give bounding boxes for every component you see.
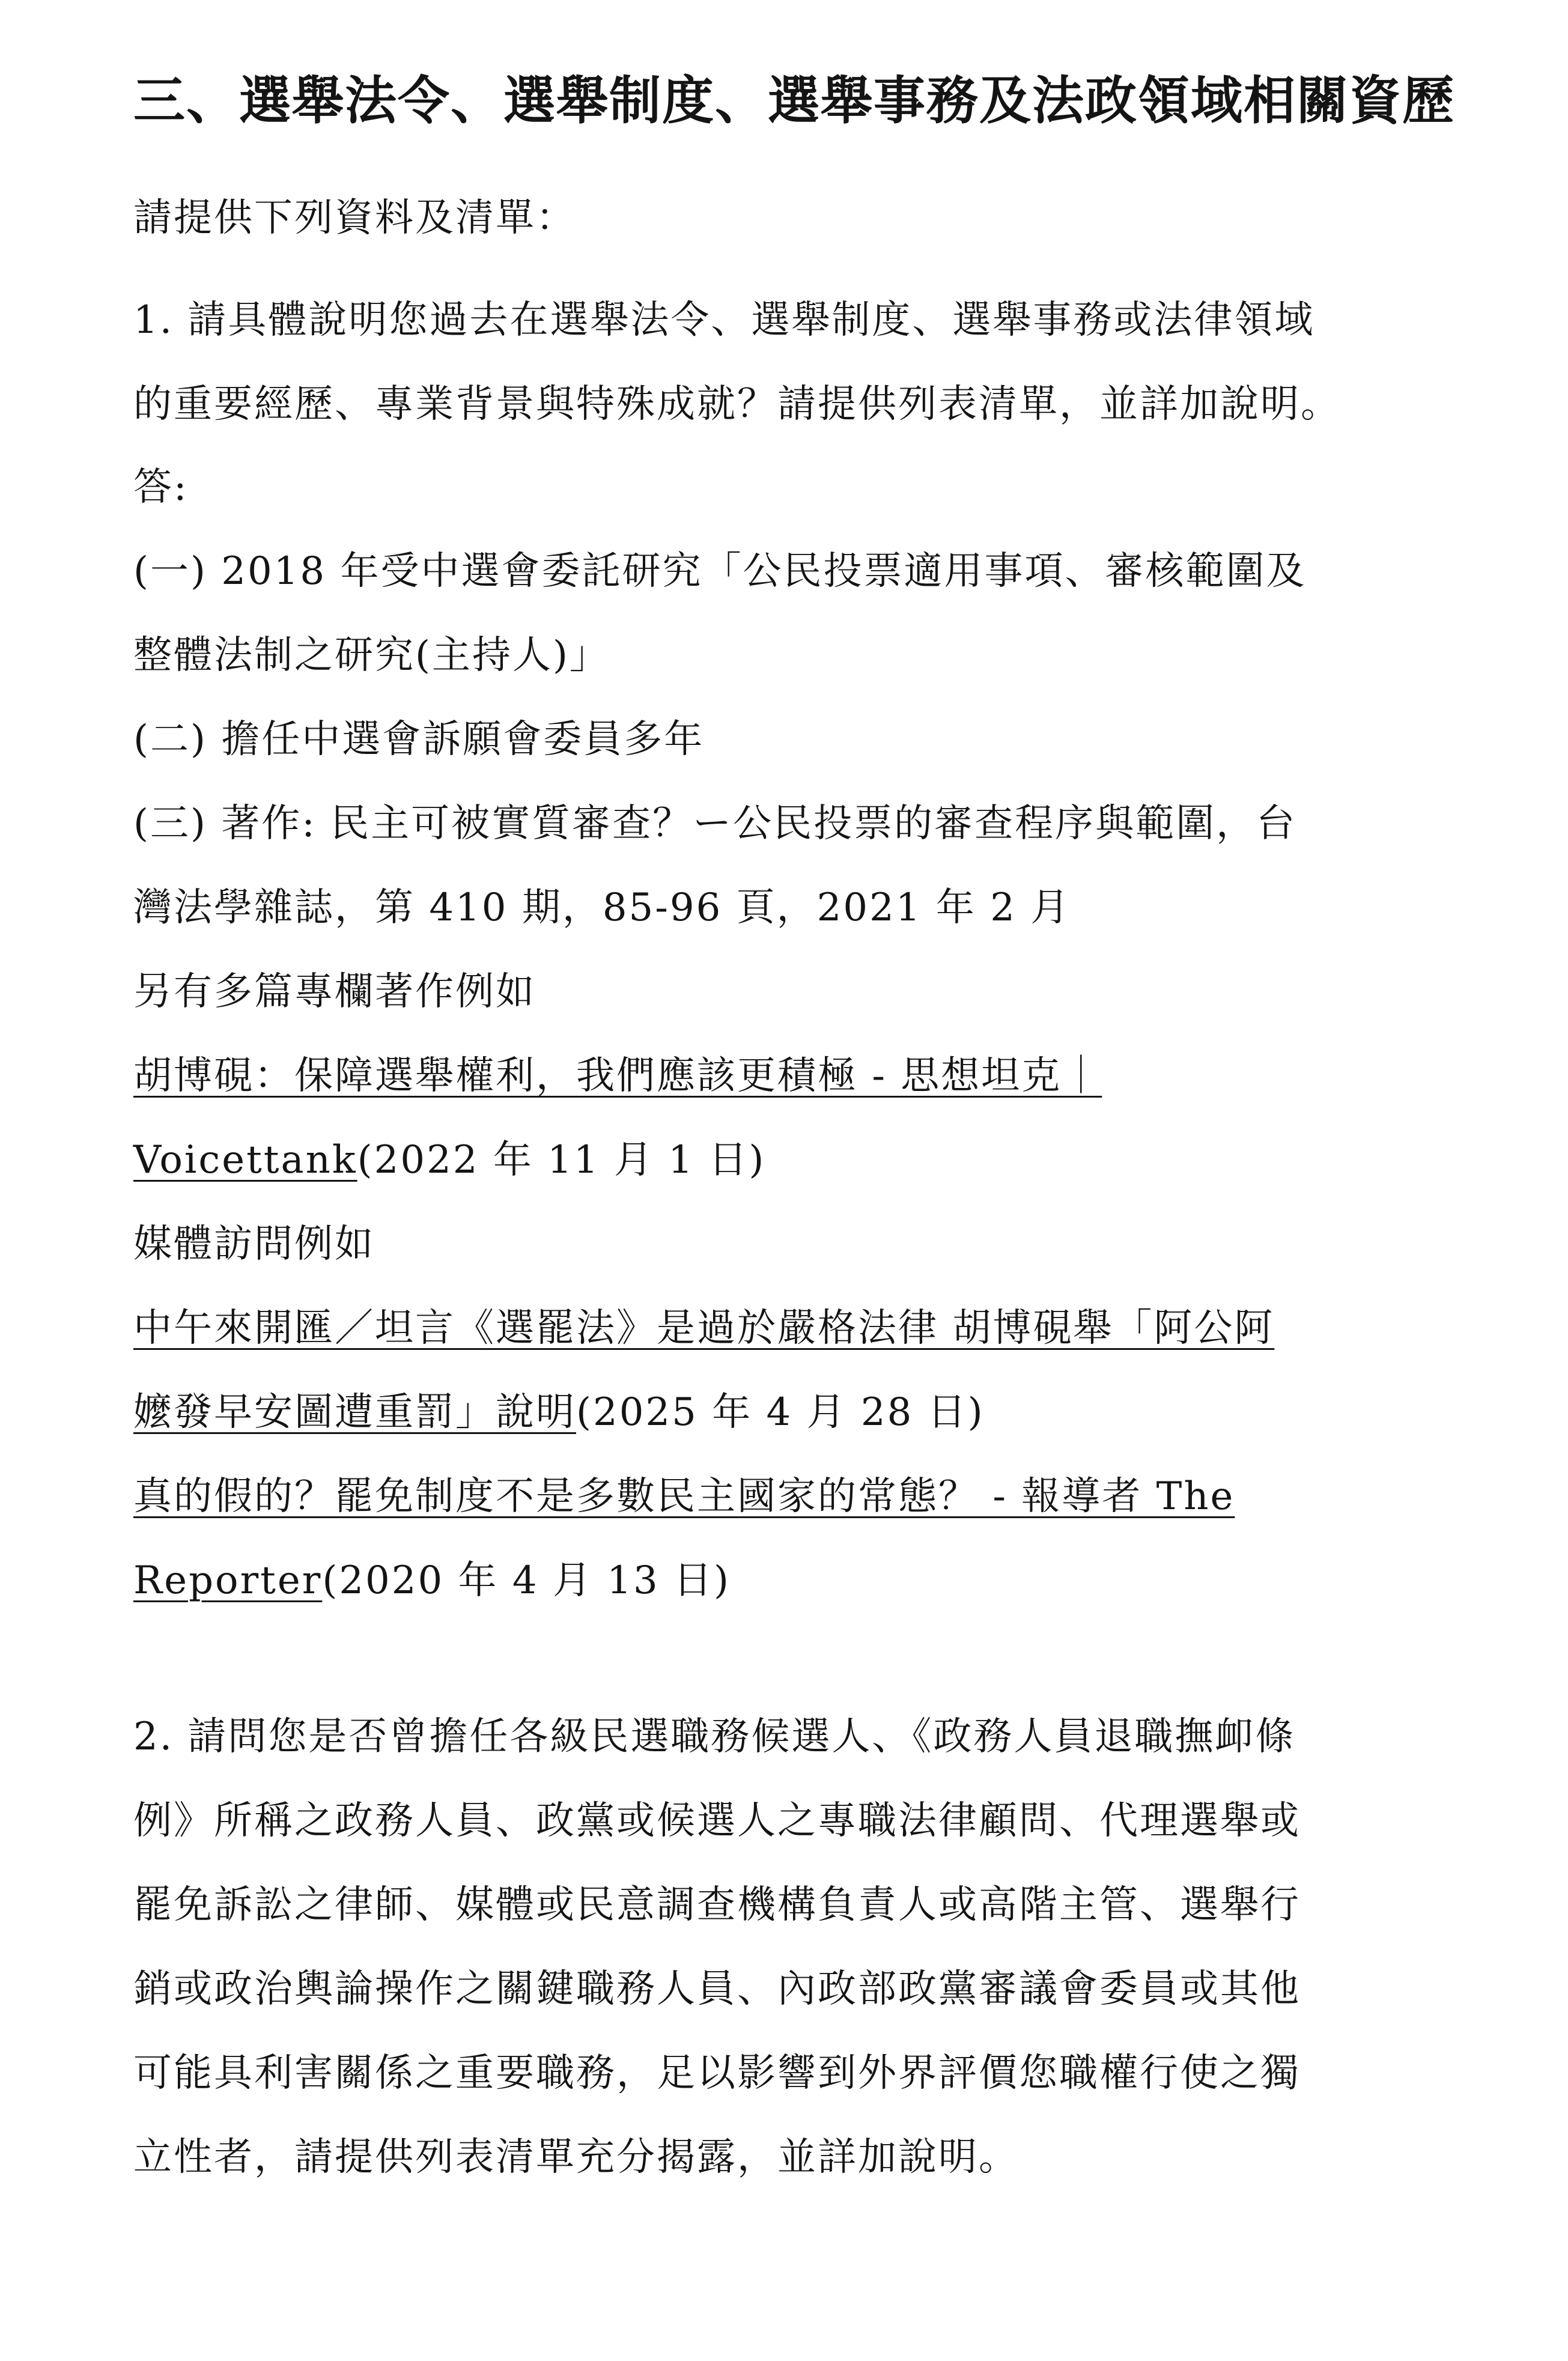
media-link-2-date: (2020 年 4 月 13 日) — [322, 1558, 731, 1603]
answer-item3-line2: 灣法學雜誌，第 410 期，85-96 頁，2021 年 2 月 — [133, 886, 1071, 930]
question2-line2: 例》所稱之政務人員、政黨或候選人之專職法律顧問、代理選舉或 — [133, 1799, 1301, 1843]
question2-line6: 立性者，請提供列表清單充分揭露，並詳加說明。 — [133, 2135, 1019, 2180]
media-link-1-text[interactable]: 中午來開匯／坦言《選罷法》是過於嚴格法律 胡博硯舉「阿公阿 — [133, 1306, 1275, 1351]
column-link[interactable] — [133, 1049, 1102, 1103]
question1-line1: 1. 請具體說明您過去在選舉法令、選舉制度、選舉事務或法律領域 — [133, 298, 1315, 342]
columns-intro: 另有多篇專欄著作例如 — [133, 970, 536, 1014]
answer-item3-line1: (三) 著作: 民主可被實質審查？ー公民投票的審查程序與範圍，台 — [133, 801, 1297, 846]
media-link-2-line2 — [133, 1554, 731, 1608]
question2-line5: 可能具利害關係之重要職務，足以影響到外界評價您職權行使之獨 — [133, 2051, 1301, 2095]
answer-item1-line1: (一) 2018 年受中選會委託研究「公民投票適用事項、審核範圍及 — [133, 549, 1307, 594]
section-title: 三、選舉法令、選舉制度、選舉事務及法政領域相關資歷 — [133, 71, 1455, 131]
column-link-text[interactable]: 胡博硯：保障選舉權利，我們應該更積極 - 思想坦克｜ — [133, 1054, 1102, 1098]
media-link-2-text-2[interactable]: Reporter — [133, 1558, 323, 1603]
question2-line3: 罷免訴訟之律師、媒體或民意調查機構負責人或高階主管、選舉行 — [133, 1883, 1301, 1927]
column-link-date: (2022 年 11 月 1 日) — [357, 1138, 766, 1182]
media-link-2[interactable] — [133, 1469, 1235, 1524]
column-link-line2 — [133, 1133, 765, 1187]
question2-line4: 銷或政治輿論操作之關鍵職務人員、內政部政黨審議會委員或其他 — [133, 1967, 1301, 2011]
media-link-2-text[interactable]: 真的假的？罷免制度不是多數民主國家的常態？ - 報導者 The — [133, 1474, 1235, 1519]
prompt-text: 請提供下列資料及清單： — [133, 196, 576, 240]
media-link-1-date: (2025 年 4 月 28 日) — [576, 1390, 985, 1435]
answer-label: 答: — [133, 465, 189, 509]
media-intro: 媒體訪問例如 — [133, 1222, 375, 1266]
column-link-text-2[interactable]: Voicettank — [133, 1138, 357, 1182]
question1-line2: 的重要經歷、專業背景與特殊成就？請提供列表清單，並詳加說明。 — [133, 382, 1341, 427]
media-link-1-line2 — [133, 1385, 985, 1439]
answer-item2: (二) 擔任中選會訴願會委員多年 — [133, 717, 705, 762]
media-link-1-text-2[interactable]: 嬤發早安圖遭重罰」說明 — [133, 1390, 576, 1435]
answer-item1-line2: 整體法制之研究(主持人)」 — [133, 633, 610, 678]
question2-line1: 2. 請問您是否曾擔任各級民選職務候選人、《政務人員退職撫卹條 — [133, 1715, 1296, 1759]
media-link-1[interactable] — [133, 1301, 1274, 1355]
